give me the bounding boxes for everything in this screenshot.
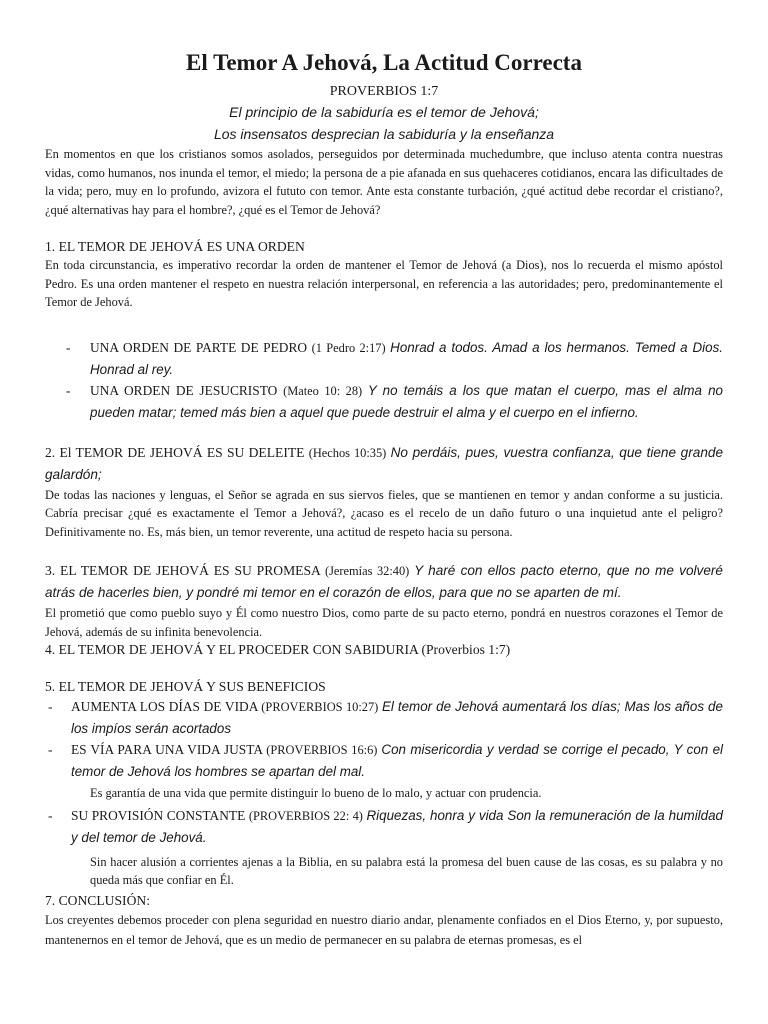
item-note: Sin hacer alusión a corrientes ajenas a la Biblia, en su palabra está la promesa del buen cause de las cosas, es su palabra y no queda más que confiar en Él.: [90, 854, 723, 887]
section-3-heading: 3. EL TEMOR DE JEHOVÁ ES SU PROMESA: [45, 563, 321, 578]
item-label: AUMENTA LOS DÍAS DE VIDA: [71, 699, 258, 714]
list-dash: -: [66, 339, 71, 355]
section-2-heading: 2. El TEMOR DE JEHOVÁ ES SU DELEITE: [45, 444, 305, 460]
section-7-body: Los creyentes debemos proceder con plena seguridad en nuestro diario andar, plenamente confiados en el Dios Eterno, y, por supuesto, mantenernos en el temor de Jehová, que es un medio de permanecer en su palabra de eternas promesas, es el: [45, 912, 723, 947]
item-note: Es garantía de una vida que permite distinguir lo bueno de lo malo, y actuar con prudencia.: [90, 786, 542, 800]
section-1-heading: 1. EL TEMOR DE JEHOVÁ ES UNA ORDEN: [45, 239, 305, 254]
section-2-quote: No perdáis, pues, vuestra confianza, que tiene grande galardón;: [45, 444, 724, 482]
item-quote: El temor de Jehová aumentará los días; Mas los años de los impíos serán acortados: [71, 699, 723, 736]
section-7-heading: 7. CONCLUSIÓN:: [45, 892, 150, 908]
list-item: [45, 696, 723, 739]
section-1-body: En toda circunstancia, es imperativo recordar la orden de mantener el Temor de Jehová (a Dios), nos lo recuerda el mismo apóstol Pedro. Es una orden mantener el respeto en nuestra relación interpersonal, en referencia a las autoridades; pero, predominantemente el Temor de Jehová.: [45, 258, 723, 309]
item-reference: (Mateo 10: 28): [283, 383, 363, 398]
item-quote: Riquezas, honra y vida Son la remuneración de la humildad y del temor de Jehová.: [71, 807, 723, 845]
list-dash: -: [66, 382, 71, 398]
item-label: UNA ORDEN DE JESUCRISTO: [90, 382, 278, 398]
intro-paragraph: En momentos en que los cristianos somos asolados, perseguidos por determinada muchedumbre, que incluso atenta contra nuestras vidas, como humanos, nos inunda el temor, el miedo; la persona de a pie afanada en sus quehaceres cotidianos, encara las dificultades de la vida; pero, muy en lo profundo, avizora el fututo con temor. Ante esta constante turbación, ¿qué actitud debe recordar el cristiano?, ¿qué alternativas hay para el hombre?, ¿qué es el Temor de Jehová?: [45, 147, 723, 217]
item-reference: (1 Pedro 2:17): [311, 340, 386, 355]
list-item: [45, 337, 723, 380]
item-reference: (PROVERBIOS 16:6): [266, 743, 378, 757]
scripture-reference: PROVERBIOS 1:7: [329, 84, 439, 99]
item-reference: (PROVERBIOS 22: 4): [248, 808, 363, 823]
item-quote: Y no temáis a los que matan el cuerpo, mas el alma no pueden matar; temed más bien a aquel que puede destruir el alma y el cuerpo en el infierno.: [90, 382, 723, 420]
list-dash: -: [48, 807, 53, 823]
verse-line-2: Los insensatos desprecian la sabiduría y la enseñanza: [213, 126, 555, 142]
section-4-heading: 4. EL TEMOR DE JEHOVÁ Y EL PROCEDER CON SABIDURIA (Proverbios 1:7): [45, 642, 511, 657]
item-label: UNA ORDEN DE PARTE DE PEDRO: [90, 339, 308, 355]
item-quote: Honrad a todos. Amad a los hermanos. Temed a Dios. Honrad al rey.: [90, 339, 723, 377]
item-label: ES VÍA PARA UNA VIDA JUSTA: [71, 742, 263, 757]
item-quote: Con misericordia y verdad se corrige el pecado, Y con el temor de Jehová los hombres se apartan del mal.: [71, 742, 723, 779]
list-dash: -: [48, 742, 53, 757]
section-3-body: El prometió que como pueblo suyo y Él como nuestro Dios, como parte de su pacto eterno, pondrá en nuestros corazones el Temor de Jehová, además de su infinita benevolencia.: [45, 606, 723, 639]
list-dash: -: [48, 699, 53, 714]
list-item: [45, 739, 723, 782]
section-3-heading-line: [45, 560, 723, 604]
document-title: El Temor A Jehová, La Actitud Correcta: [186, 50, 582, 75]
section-3-reference: (Jeremías 32:40): [324, 564, 410, 578]
section-2-body: De todas las naciones y lenguas, el Señor se agrada en sus siervos fieles, que se mantienen en temor y andan conforme a su justicia. Cabría precisar ¿qué es exactamente el Temor a Jehová?, ¿acaso es el recelo de un daño futuro o una inquietud ante el peligro? Definitivamente no. Es, más bien, un temor reverente, una actitud de respeto hacia su persona.: [45, 487, 723, 539]
section-2-heading-line: [45, 442, 723, 486]
list-item: [45, 380, 723, 423]
item-reference: (PROVERBIOS 10:27): [261, 700, 379, 714]
section-3-quote: Y haré con ellos pacto eterno, que no me volveré atrás de hacerles bien, y pondré mi temor en el corazón de ellos, para que no se aparten de mí.: [45, 563, 723, 600]
section-2-reference: (Hechos 10:35): [308, 445, 387, 460]
item-label: SU PROVISIÓN CONSTANTE: [71, 807, 246, 823]
list-item: [45, 805, 723, 848]
verse-line-1: El principio de la sabiduría es el temor de Jehová;: [229, 104, 539, 120]
section-5-heading: 5. EL TEMOR DE JEHOVÁ Y SUS BENEFICIOS: [45, 679, 326, 694]
